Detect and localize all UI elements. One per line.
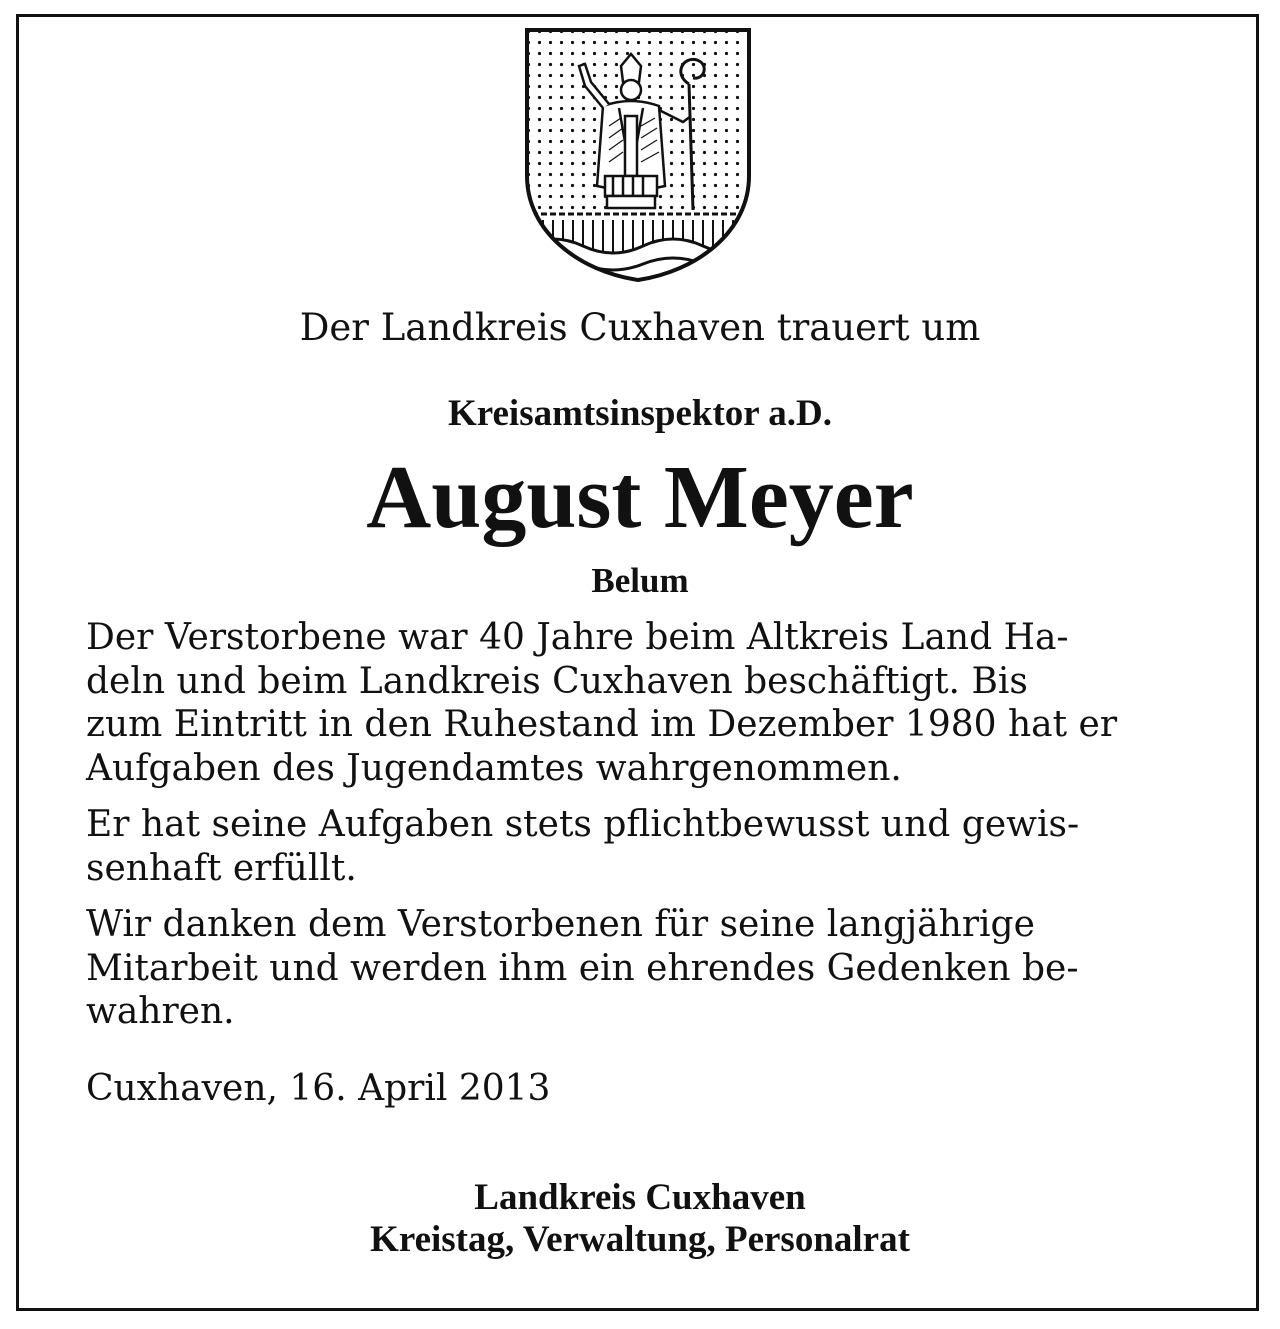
text-line: senhaft erfüllt. xyxy=(86,847,357,889)
text-line: deln und beim Landkreis Cuxhaven beschäftigt. Bis xyxy=(86,660,1028,702)
coat-of-arms-icon xyxy=(523,26,753,284)
text-line: Der Verstorbene war 40 Jahre beim Altkreis Land Ha- xyxy=(86,617,1069,658)
deceased-title: Kreisamtsinspektor a.D. xyxy=(447,393,833,434)
intro-line: Der Landkreis Cuxhaven trauert um xyxy=(299,306,981,349)
text-line: wahren. xyxy=(86,991,235,1032)
signature-line-2: Kreistag, Verwaltung, Personalrat xyxy=(370,1219,910,1260)
signature-line-1: Landkreis Cuxhaven xyxy=(474,1177,806,1218)
deceased-name: August Meyer xyxy=(366,448,914,547)
paragraph-2 xyxy=(86,803,1196,890)
deceased-place: Belum xyxy=(591,561,689,600)
text-line: Mitarbeit und werden ihm ein ehrendes Gedenken be- xyxy=(86,947,1079,989)
text-line: zum Eintritt in den Ruhestand im Dezember 1980 hat er xyxy=(86,704,1118,745)
text-line: Wir danken dem Verstorbenen für seine langjährige xyxy=(86,904,1035,945)
date-line: Cuxhaven, 16. April 2013 xyxy=(86,1068,551,1109)
paragraph-1 xyxy=(86,616,1196,790)
paragraph-3 xyxy=(86,903,1196,1034)
text-line: Aufgaben des Jugendamtes wahrgenommen. xyxy=(86,747,902,789)
text-line: Er hat seine Aufgaben stets pflichtbewusst und gewis- xyxy=(86,804,1080,845)
